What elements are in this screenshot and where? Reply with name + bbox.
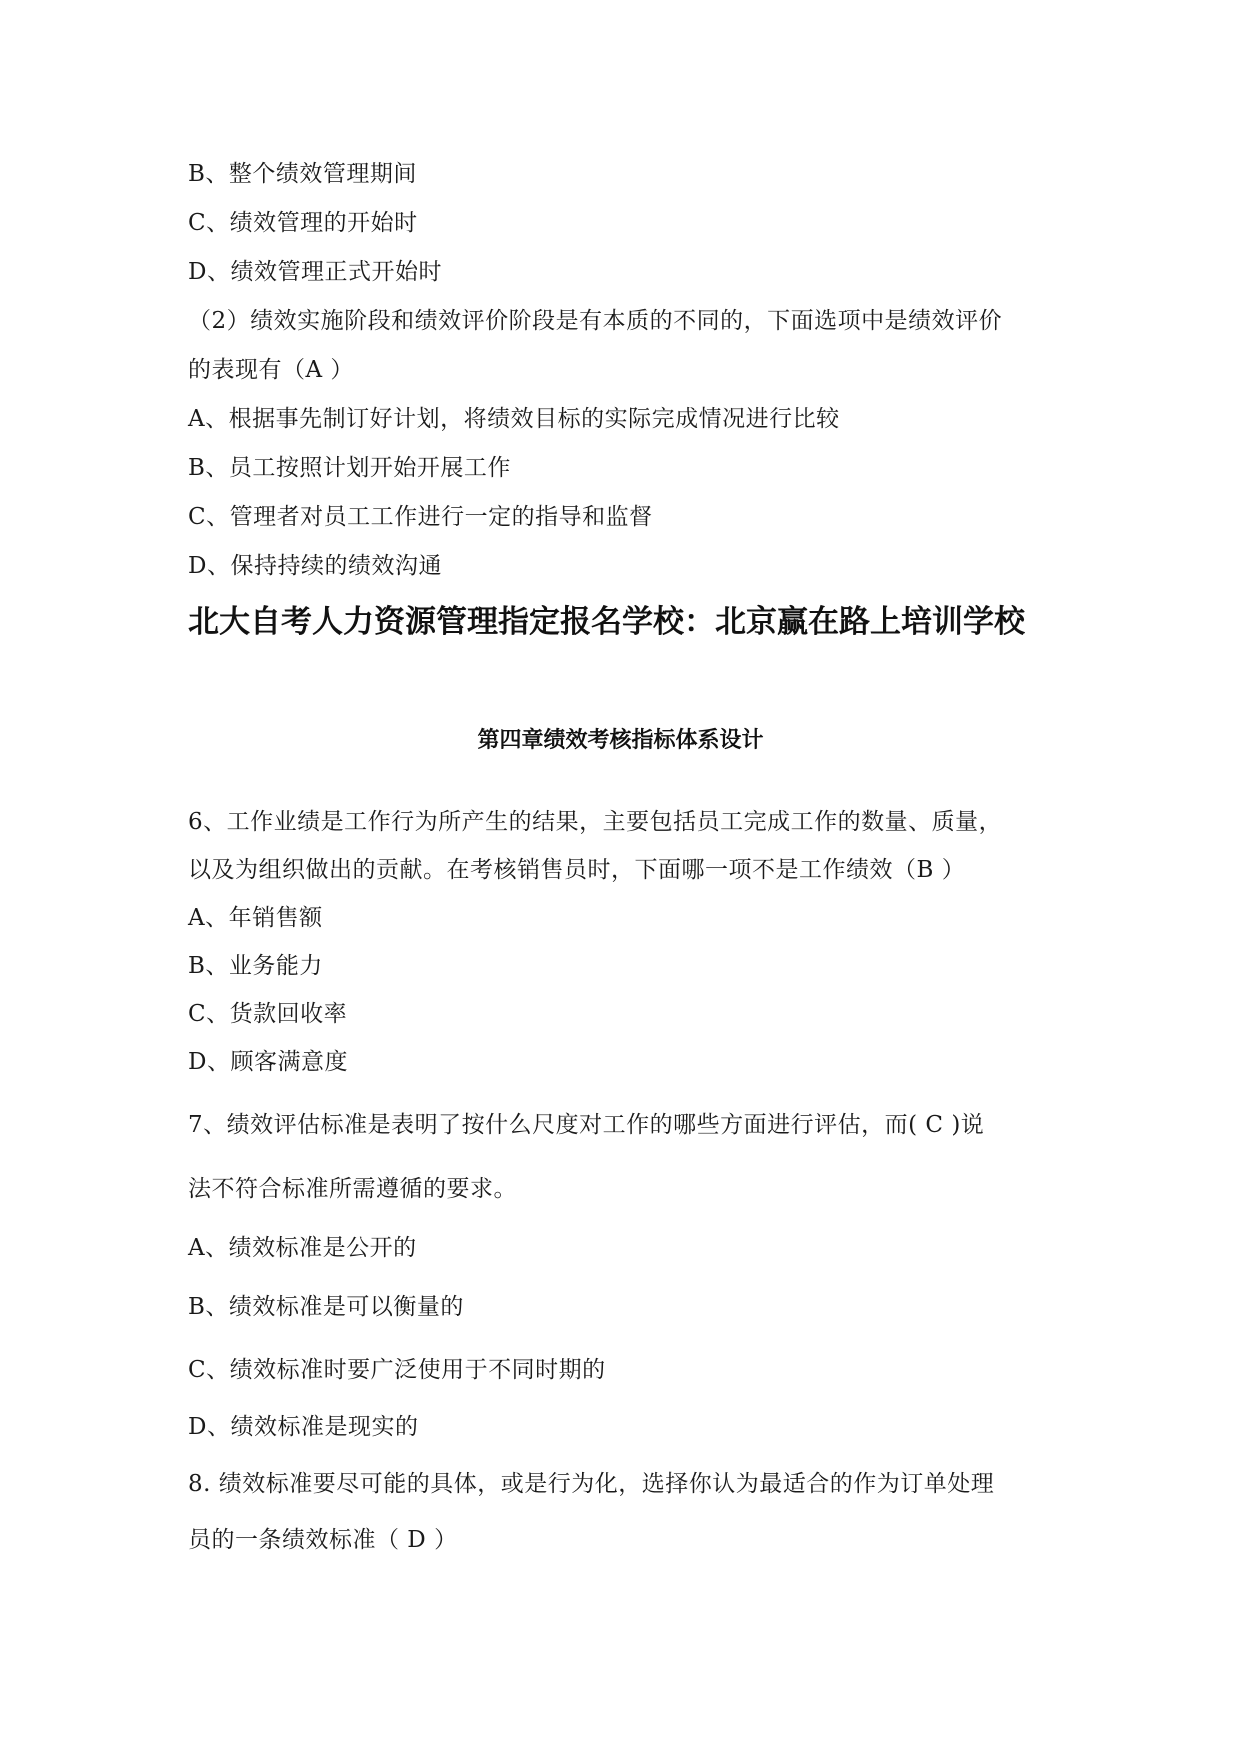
- question-2-option-a: A、根据事先制订好计划，将绩效目标的实际完成情况进行比较: [188, 406, 840, 432]
- question-6-option-d: D、顾客满意度: [188, 1049, 348, 1075]
- question-8-line-1: 8. 绩效标准要尽可能的具体，或是行为化，选择你认为最适合的作为订单处理: [188, 1471, 995, 1497]
- question-6-line-1: 6、工作业绩是工作行为所产生的结果，主要包括员工完成工作的数量、质量，: [188, 809, 1003, 835]
- question-6-line-2: 以及为组织做出的贡献。在考核销售员时，下面哪一项不是工作绩效（B ）: [188, 857, 966, 883]
- question-6-option-a: A、年销售额: [188, 905, 323, 931]
- question-2-line-2: 的表现有（A ）: [188, 357, 354, 383]
- question-7-option-b: B、绩效标准是可以衡量的: [188, 1294, 464, 1320]
- option-c-line: C、绩效管理的开始时: [188, 210, 418, 236]
- question-6-option-c: C、货款回收率: [188, 1001, 348, 1027]
- question-2-line-1: （2）绩效实施阶段和绩效评价阶段是有本质的不同的，下面选项中是绩效评价: [188, 308, 1003, 334]
- question-7-line-1: 7、绩效评估标准是表明了按什么尺度对工作的哪些方面进行评估，而( C )说: [188, 1112, 985, 1138]
- chapter-title: 第四章绩效考核指标体系设计: [477, 728, 764, 753]
- question-7-option-c: C、绩效标准时要广泛使用于不同时期的: [188, 1357, 606, 1383]
- question-2-option-b: B、员工按照计划开始开展工作: [188, 455, 511, 481]
- question-7-line-2: 法不符合标准所需遵循的要求。: [188, 1176, 517, 1202]
- question-2-option-c: C、管理者对员工工作进行一定的指导和监督: [188, 504, 653, 530]
- school-banner: 北大自考人力资源管理指定报名学校：北京赢在路上培训学校: [188, 604, 1025, 640]
- question-8-line-2: 员的一条绩效标准（ D ）: [188, 1527, 458, 1553]
- question-6-option-b: B、业务能力: [188, 953, 323, 979]
- option-b-line: B、整个绩效管理期间: [188, 161, 417, 187]
- question-7-option-d: D、绩效标准是现实的: [188, 1414, 419, 1440]
- question-2-option-d: D、保持持续的绩效沟通: [188, 553, 442, 579]
- question-7-option-a: A、绩效标准是公开的: [188, 1235, 417, 1261]
- option-d-line: D、绩效管理正式开始时: [188, 259, 442, 285]
